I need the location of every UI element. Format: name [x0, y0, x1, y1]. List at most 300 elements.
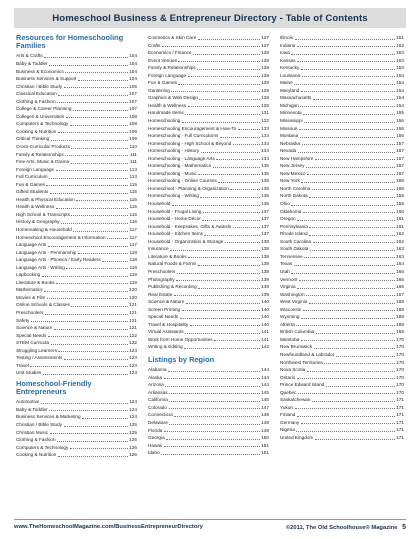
toc-entry-title: Literature & Books — [148, 253, 187, 259]
toc-entry — [280, 79, 404, 87]
toc-entry-title: Screen Printing — [148, 306, 181, 312]
toc-entry — [16, 264, 137, 272]
toc-entry-title: Virtual Assistants — [148, 329, 184, 335]
toc-entry-title: Family & Relationships — [16, 151, 64, 157]
dot-leader — [166, 439, 259, 440]
dot-leader — [304, 122, 395, 123]
dot-leader — [298, 152, 395, 153]
toc-entry-page: 136 — [261, 193, 269, 199]
toc-entry-page: 138 — [261, 253, 269, 259]
toc-entry-title: Christian / Bible Study — [16, 421, 63, 427]
toc-entry — [16, 324, 137, 332]
toc-entry-page: 169 — [396, 329, 404, 335]
dot-leader — [64, 359, 128, 360]
toc-entry — [148, 449, 269, 457]
dot-leader — [301, 423, 395, 424]
toc-entry-page: 126 — [129, 452, 137, 458]
toc-entry-page: 124 — [129, 399, 137, 405]
toc-entry-page: 123 — [129, 347, 137, 353]
dot-leader — [326, 386, 395, 387]
toc-entry-title: Real Estate — [148, 291, 173, 297]
toc-entry — [148, 313, 269, 321]
toc-entry — [280, 351, 404, 359]
toc-entry-title: Safety — [16, 317, 30, 323]
toc-entry-page: 135 — [261, 170, 269, 176]
dot-leader — [233, 227, 260, 228]
toc-entry — [148, 208, 269, 216]
dot-leader — [30, 366, 127, 367]
toc-entry-page: 159 — [396, 201, 404, 207]
toc-entry-page: 168 — [396, 306, 404, 312]
toc-entry-page: 119 — [129, 272, 137, 278]
toc-entry-page: 121 — [129, 310, 137, 315]
toc-entry-page: 113 — [129, 174, 137, 180]
dot-leader — [186, 303, 260, 304]
dot-leader — [299, 129, 395, 130]
dot-leader — [197, 69, 259, 70]
toc-entry — [148, 381, 269, 389]
toc-entry-title: Mississippi — [280, 118, 303, 124]
toc-entry-page: 142 — [261, 344, 269, 350]
toc-entry-title: Prince Edward Island — [280, 382, 325, 388]
toc-entry-title: New Brunswick — [280, 344, 313, 350]
toc-entry-title: Christian / Bible Study — [16, 83, 63, 89]
toc-entry-page: 125 — [129, 429, 137, 435]
toc-entry-title: Saskatchewan — [280, 397, 311, 403]
toc-entry-title: Health & Physical Education — [16, 196, 75, 202]
toc-entry-title: Foreign Language — [148, 72, 187, 78]
dot-leader — [203, 212, 260, 213]
toc-entry-page: 150 — [261, 435, 269, 441]
toc-entry — [280, 49, 404, 57]
toc-entry-page: 111 — [129, 159, 137, 165]
toc-entry-title: Vermont — [280, 276, 298, 282]
toc-entry-page: 171 — [396, 427, 404, 433]
toc-entry — [280, 238, 404, 246]
dot-leader — [164, 446, 260, 447]
toc-entry-title: Kansas — [280, 57, 296, 63]
dot-leader — [49, 65, 127, 66]
toc-entry — [148, 245, 269, 253]
dot-leader — [56, 208, 128, 209]
dot-leader — [309, 303, 395, 304]
toc-entry-page: 110 — [129, 143, 137, 149]
toc-entry — [148, 132, 269, 140]
toc-entry-title: Gardening — [148, 87, 170, 93]
dot-leader — [174, 416, 259, 417]
toc-entry-page: 139 — [261, 276, 269, 282]
toc-entry-title: Homeschooling - Writing — [148, 193, 199, 199]
dot-leader — [294, 84, 394, 85]
dot-leader — [78, 80, 128, 81]
toc-entry-title: Handmade Items — [148, 110, 184, 116]
dot-leader — [233, 144, 260, 145]
footer-url[interactable]: www.TheHomeschoolMagazine.com/BusinessEntrepreneurDirectory — [14, 524, 203, 530]
toc-entry-title: Unit Studies — [16, 370, 42, 376]
dot-leader — [71, 163, 129, 164]
toc-entry-page: 161 — [396, 223, 404, 229]
toc-entry-title: Homemaking & Household — [16, 226, 72, 232]
toc-entry-page: 122 — [129, 332, 137, 338]
toc-entry — [280, 125, 404, 133]
toc-entry — [280, 321, 404, 329]
toc-entry-title: Oregon — [280, 216, 296, 222]
toc-entry-title: Yukon — [280, 404, 294, 410]
toc-entry-page: 145 — [261, 397, 269, 403]
toc-entry-page: 158 — [396, 178, 404, 184]
dot-leader — [70, 448, 128, 449]
toc-entry — [148, 306, 269, 314]
dot-leader — [297, 61, 395, 62]
toc-entry-title: Health & Wellness — [16, 204, 55, 210]
toc-entry-page: 152 — [396, 42, 404, 48]
toc-entry — [280, 177, 404, 185]
toc-entry-title: Clothing & Fashion — [16, 437, 56, 443]
toc-entry-page: 104 — [129, 76, 137, 82]
toc-entry-page: 144 — [261, 382, 269, 388]
toc-entry-page: 140 — [261, 306, 269, 312]
dot-leader — [182, 122, 260, 123]
toc-entry — [16, 75, 137, 83]
dot-leader — [65, 72, 127, 73]
toc-entry-title: Event Venues — [148, 57, 177, 63]
dot-leader — [182, 310, 260, 311]
dot-leader — [58, 132, 128, 133]
dot-leader — [174, 295, 260, 296]
dot-leader — [201, 152, 260, 153]
toc-entry-title: Homeschooling - Mathematics — [148, 163, 212, 169]
toc-entry-title: Texas — [280, 261, 293, 267]
toc-entry-page: 134 — [261, 133, 269, 139]
toc-entry-page: 135 — [261, 163, 269, 169]
toc-entry-page: 135 — [261, 178, 269, 184]
toc-entry-page: 162 — [396, 238, 404, 244]
dot-leader — [51, 140, 128, 141]
toc-entry-page: 164 — [396, 261, 404, 267]
toc-entry — [16, 369, 137, 377]
toc-entry-title: British Columbia — [280, 329, 315, 335]
toc-entry — [148, 396, 269, 404]
dot-leader — [309, 197, 395, 198]
toc-entry-page: 145 — [261, 389, 269, 395]
toc-entry-title: North Dakota — [280, 193, 308, 199]
toc-entry-page: 155 — [396, 110, 404, 116]
toc-entry — [280, 57, 404, 65]
dot-leader — [315, 439, 395, 440]
dot-leader — [295, 408, 395, 409]
toc-entry-page: 156 — [396, 133, 404, 139]
toc-entry-page: 129 — [261, 102, 269, 108]
toc-entry-title: STEM Curricula — [16, 340, 50, 346]
toc-entry-page: 170 — [396, 351, 404, 357]
toc-entry-page: 129 — [261, 87, 269, 93]
dot-leader — [71, 306, 127, 307]
toc-entry-title: Pennsylvania — [280, 223, 308, 229]
toc-entry — [148, 177, 269, 185]
toc-entry — [280, 268, 404, 276]
dot-leader — [309, 235, 395, 236]
toc-entry-title: Preschoolers — [148, 268, 176, 274]
toc-entry-title: College & Career Planning — [16, 106, 72, 112]
toc-entry-title: New York — [280, 178, 300, 184]
dot-leader — [312, 401, 395, 402]
toc-entry-page: 105 — [129, 83, 137, 89]
toc-entry-page: 127 — [261, 42, 269, 48]
toc-entry-title: Writing & Editing — [148, 344, 183, 350]
toc-entry-title: Cooking & Nutrition — [16, 128, 57, 134]
dot-leader — [193, 54, 260, 55]
dot-leader — [47, 298, 128, 299]
toc-entry — [148, 49, 269, 57]
column-3 — [280, 34, 404, 442]
toc-entry — [16, 181, 137, 189]
toc-entry-page: 116 — [129, 219, 137, 225]
dot-leader — [296, 325, 394, 326]
toc-entry — [280, 192, 404, 200]
toc-entry — [148, 223, 269, 231]
toc-entry-page: 168 — [396, 299, 404, 305]
dot-leader — [307, 371, 395, 372]
toc-entry-title: Critical Thinking — [16, 136, 50, 142]
toc-entry — [148, 404, 269, 412]
dot-leader — [238, 129, 260, 130]
dot-leader — [54, 329, 128, 330]
toc-entry-page: 108 — [129, 113, 137, 119]
toc-entry-page: 115 — [129, 196, 137, 202]
toc-entry-page: 131 — [261, 110, 269, 116]
toc-entry — [16, 203, 137, 211]
toc-entry-page: 107 — [129, 91, 137, 97]
footer-page-number: 5 — [402, 523, 406, 531]
dot-leader — [73, 231, 128, 232]
toc-entry-title: Ohio — [280, 201, 290, 207]
toc-entry — [148, 374, 269, 382]
dot-leader — [58, 95, 127, 96]
dot-leader — [41, 403, 128, 404]
toc-entry-title: Germany — [280, 419, 300, 425]
toc-entry-title: Foreign Language — [16, 166, 55, 172]
toc-entry-page: 151 — [396, 35, 404, 40]
toc-entry-page: 111 — [129, 151, 137, 157]
toc-entry — [148, 57, 269, 65]
toc-entry-title: Homeschooling - Music — [148, 170, 197, 176]
toc-entry — [148, 291, 269, 299]
toc-entry-title: Mathematics — [16, 287, 43, 293]
toc-entry-page: 171 — [396, 434, 404, 440]
toc-entry-title: Homeschool - Planning & Organization — [148, 185, 229, 191]
dot-leader — [303, 114, 395, 115]
toc-entry-title: Alberta — [280, 321, 295, 327]
toc-entry — [148, 140, 269, 148]
toc-entry-page: 159 — [396, 193, 404, 199]
toc-entry-title: Special Needs — [148, 314, 179, 320]
dot-leader — [49, 410, 127, 411]
toc-entry-title: Cross-Curricular Products — [16, 143, 70, 149]
toc-entry-page: 121 — [129, 302, 137, 308]
toc-entry — [148, 366, 269, 374]
dot-leader — [176, 280, 260, 281]
toc-entry-title: Computers & Technology — [16, 444, 69, 450]
dot-leader — [65, 155, 128, 156]
dot-leader — [57, 102, 128, 103]
dot-leader — [306, 295, 395, 296]
toc-entry-page: 157 — [396, 140, 404, 146]
toc-entry — [16, 332, 137, 340]
dot-leader — [188, 106, 260, 107]
dot-leader — [302, 76, 395, 77]
toc-entry-page: 134 — [261, 140, 269, 146]
toc-entry-title: Idaho — [148, 450, 160, 456]
toc-entry-page: 119 — [129, 279, 137, 285]
toc-entry-page: 156 — [396, 125, 404, 131]
toc-entry-title: Quebec — [280, 389, 297, 395]
toc-entry-title: Classical Education — [16, 91, 57, 97]
dot-leader — [188, 257, 260, 258]
toc-entry-page: 120 — [129, 294, 137, 300]
dot-leader — [178, 84, 259, 85]
toc-entry — [16, 249, 137, 257]
toc-entry — [148, 185, 269, 193]
dot-leader — [198, 174, 259, 175]
entrepreneurs-list — [16, 398, 137, 458]
toc-entry — [280, 419, 404, 427]
toc-entry — [148, 42, 269, 50]
toc-entry-title: Alabama — [148, 367, 167, 373]
toc-entry — [148, 125, 269, 133]
toc-entry — [280, 253, 404, 261]
toc-entry — [16, 436, 137, 444]
toc-entry — [16, 90, 137, 98]
toc-entry-title: New Hampshire — [280, 155, 314, 161]
toc-entry-page: 166 — [396, 276, 404, 282]
toc-entry-title: Cooking & Nutrition — [16, 452, 57, 458]
toc-entry — [280, 223, 404, 231]
dot-leader — [218, 182, 259, 183]
toc-entry-page: 124 — [129, 414, 137, 420]
toc-entry — [280, 434, 404, 442]
toc-entry-page: 120 — [129, 287, 137, 293]
dot-leader — [169, 408, 260, 409]
toc-entry-title: Wisconsin — [280, 306, 302, 312]
dot-leader — [50, 193, 128, 194]
toc-entry-title: Massachusetts — [280, 95, 312, 101]
toc-entry — [280, 426, 404, 434]
toc-entry — [280, 215, 404, 223]
toc-entry — [148, 147, 269, 155]
toc-entry — [280, 381, 404, 389]
dot-leader — [57, 441, 128, 442]
toc-entry-title: Florida — [148, 427, 163, 433]
toc-entry-page: 148 — [261, 420, 269, 425]
toc-entry-page: 160 — [396, 208, 404, 214]
toc-entry — [16, 354, 137, 362]
toc-entry-page: 170 — [396, 389, 404, 395]
dot-leader — [82, 418, 128, 419]
toc-entry-page: 153 — [396, 50, 404, 56]
toc-entry-page: 108 — [129, 121, 137, 127]
toc-entry-title: Connecticut — [148, 412, 173, 418]
toc-entry-page: 128 — [261, 57, 269, 63]
toc-entry-title: High School & Transcripts — [16, 211, 70, 217]
toc-entry-page: 117 — [129, 242, 137, 248]
dot-leader — [336, 356, 395, 357]
toc-entry-page: 113 — [129, 166, 137, 172]
toc-entry — [16, 301, 137, 309]
toc-entry-page: 107 — [129, 106, 137, 112]
toc-entry-page: 137 — [261, 208, 269, 214]
toc-entry — [148, 215, 269, 223]
toc-entry-title: California — [148, 397, 168, 403]
dot-leader — [73, 110, 128, 111]
toc-entry — [148, 170, 269, 178]
dot-leader — [169, 424, 259, 425]
toc-entry — [16, 158, 137, 166]
toc-entry — [280, 366, 404, 374]
footer-right — [286, 524, 406, 531]
toc-entry-title: Special Needs — [16, 332, 47, 338]
toc-entry-page: 167 — [396, 291, 404, 297]
toc-entry — [148, 321, 269, 329]
toc-entry — [16, 60, 137, 68]
dot-leader — [48, 336, 128, 337]
toc-entry-title: Homeschooling - High School & Beyond — [148, 140, 232, 146]
toc-entry — [16, 166, 137, 174]
toc-entry-title: Northwest Territories — [280, 359, 323, 365]
toc-entry-title: Homeschooling Encouragement & How-To — [148, 125, 237, 131]
toc-entry — [280, 404, 404, 412]
toc-entry — [148, 155, 269, 163]
toc-entry-title: Nevada — [280, 148, 297, 154]
toc-entry-title: Georgia — [148, 435, 165, 441]
toc-entry — [280, 306, 404, 314]
dot-leader — [301, 182, 394, 183]
toc-entry — [148, 79, 269, 87]
toc-entry — [280, 170, 404, 178]
dot-leader — [76, 200, 128, 201]
toc-entry-page: 169 — [396, 314, 404, 320]
toc-entry-page: 139 — [261, 284, 269, 290]
toc-entry — [16, 226, 137, 234]
dot-leader — [107, 238, 128, 239]
dot-leader — [307, 174, 395, 175]
toc-entry-title: Tennessee — [280, 253, 303, 259]
toc-entry-page: 147 — [261, 404, 269, 410]
dot-leader — [301, 69, 395, 70]
dot-leader — [185, 333, 260, 334]
dot-leader — [64, 87, 128, 88]
toc-entry-title: Work from Home Opportunities — [148, 336, 213, 342]
dot-leader — [170, 250, 260, 251]
dot-leader — [220, 137, 260, 138]
toc-entry — [148, 230, 269, 238]
toc-entry-title: New Mexico — [280, 170, 306, 176]
toc-entry — [280, 34, 404, 42]
toc-entry-title: Business Services & Support — [16, 76, 77, 82]
toc-entry-page: 162 — [396, 231, 404, 237]
dot-leader — [188, 76, 260, 77]
toc-entry — [16, 451, 137, 459]
dot-leader — [184, 348, 260, 349]
toc-entry-title: Homeschooling - Full Curriculums — [148, 133, 219, 139]
toc-entry-title: Lapbooking — [16, 272, 41, 278]
toc-entry-page: 154 — [396, 95, 404, 101]
toc-entry-title: Nebraska — [280, 140, 301, 146]
toc-entry — [280, 72, 404, 80]
toc-entry — [280, 389, 404, 397]
dot-leader — [202, 220, 259, 221]
toc-entry — [280, 140, 404, 148]
toc-entry-title: Computers & Technology — [16, 121, 69, 127]
